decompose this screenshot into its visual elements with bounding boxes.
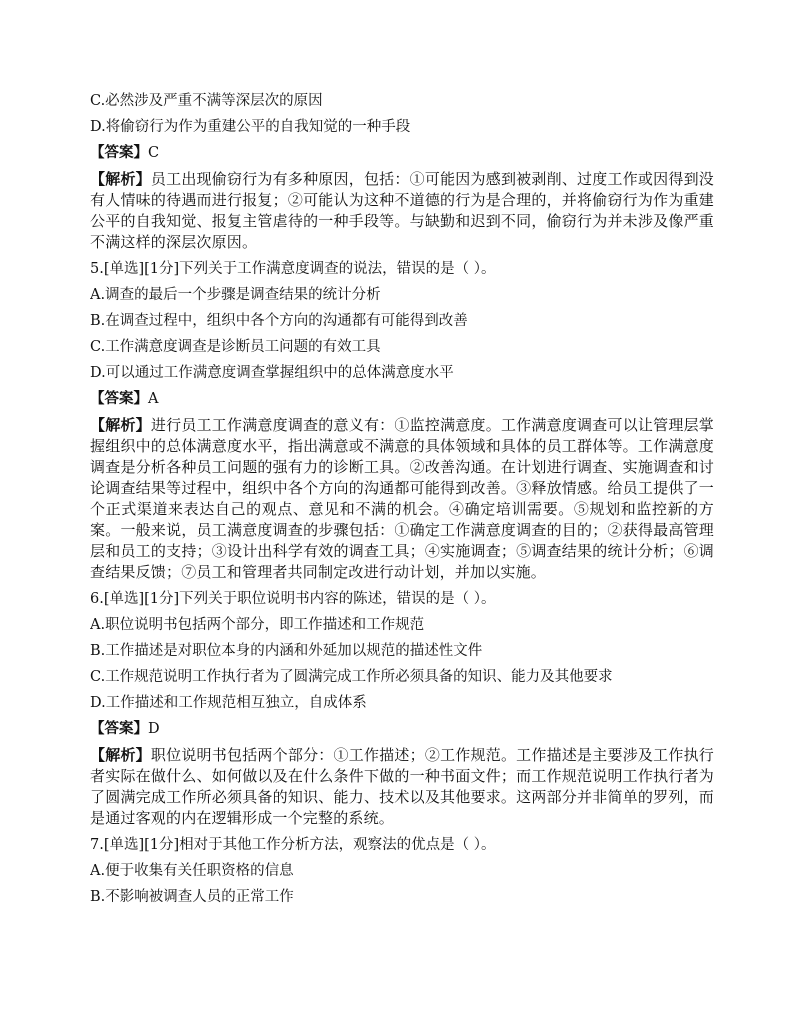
option-a: A.便于收集有关任职资格的信息 <box>90 863 294 879</box>
analysis-paragraph <box>90 169 714 253</box>
answer-value: D <box>148 721 160 737</box>
option-b: B.工作描述是对职位本身的内涵和外延加以规范的描述性文件 <box>90 643 483 659</box>
option-d: D.将偷窃行为作为重建公平的自我知觉的一种手段 <box>90 119 411 135</box>
analysis-paragraph <box>90 745 714 829</box>
option-b: B.不影响被调查人员的正常工作 <box>90 889 294 905</box>
analysis-text: 职位说明书包括两个部分：①工作描述；②工作规范。工作描述是主要涉及工作执行者实际在做什么、如何做以及在什么条件下做的一种书面文件；而工作规范说明工作执行者为了圆满完成工作所必须具备的知识、能力、技术以及其他要求。这两部分并非简单的罗列，而是通过客观的内在逻辑形成一个完整的系统。 <box>90 746 714 827</box>
option-c: C.工作规范说明工作执行者为了圆满完成工作所必须具备的知识、能力及其他要求 <box>90 669 613 685</box>
analysis-paragraph <box>90 415 714 583</box>
option-b: B.在调查过程中，组织中各个方向的沟通都有可能得到改善 <box>90 313 468 329</box>
analysis-text: 进行员工工作满意度调查的意义有：①监控满意度。工作满意度调查可以让管理层掌握组织中的总体满意度水平，指出满意或不满意的具体领域和具体的员工群体等。工作满意度调查是分析各种员工问题的强有力的诊断工具。②改善沟通。在计划进行调查、实施调查和讨论调查结果等过程中，组织中各个方向的沟通都可能得到改善。③释放情感。给员工提供了一个正式渠道来表达自己的观点、意见和不满的机会。④确定培训需要。⑤规划和监控新的方案。一般来说，员工满意度调查的步骤包括：①确定工作满意度调查的目的；②获得最高管理层和员工的支持；③设计出科学有效的调查工具；④实施调查；⑤调查结果的统计分析；⑥调查结果反馈；⑦员工和管理者共同制定改进行动计划，并加以实施。 <box>90 416 714 581</box>
option-d: D.可以通过工作满意度调查掌握组织中的总体满意度水平 <box>90 365 454 381</box>
option-c: C.必然涉及严重不满等深层次的原因 <box>90 93 323 109</box>
option-a: A.调查的最后一个步骤是调查结果的统计分析 <box>90 287 381 303</box>
answer-value: C <box>148 145 160 161</box>
answer-value: A <box>148 391 159 407</box>
question-6: 6.[单选][1分]下列关于职位说明书内容的陈述，错误的是（ ）。 <box>90 591 496 607</box>
question-7: 7.[单选][1分]相对于其他工作分析方法，观察法的优点是（ ）。 <box>90 837 496 853</box>
option-c: C.工作满意度调查是诊断员工问题的有效工具 <box>90 339 381 355</box>
analysis-label: 【解析】 <box>90 170 151 188</box>
analysis-label: 【解析】 <box>90 746 151 764</box>
answer-line <box>90 719 714 739</box>
answer-line <box>90 389 714 409</box>
answer-label: 【答案】 <box>90 145 148 161</box>
document-page <box>90 91 714 913</box>
analysis-label: 【解析】 <box>90 416 151 434</box>
answer-label: 【答案】 <box>90 391 148 407</box>
answer-label: 【答案】 <box>90 721 148 737</box>
option-a: A.职位说明书包括两个部分，即工作描述和工作规范 <box>90 617 425 633</box>
analysis-text: 员工出现偷窃行为有多种原因，包括：①可能因为感到被剥削、过度工作或因得到没有人情味的待遇而进行报复；②可能认为这种不道德的行为是合理的，并将偷窃行为作为重建公平的自我知觉、报复主管虐待的一种手段等。与缺勤和迟到不同，偷窃行为并未涉及像严重不满这样的深层次原因。 <box>90 170 714 251</box>
answer-line <box>90 143 714 163</box>
question-5: 5.[单选][1分]下列关于工作满意度调查的说法，错误的是（ ）。 <box>90 261 496 277</box>
option-d: D.工作描述和工作规范相互独立，自成体系 <box>90 695 367 711</box>
